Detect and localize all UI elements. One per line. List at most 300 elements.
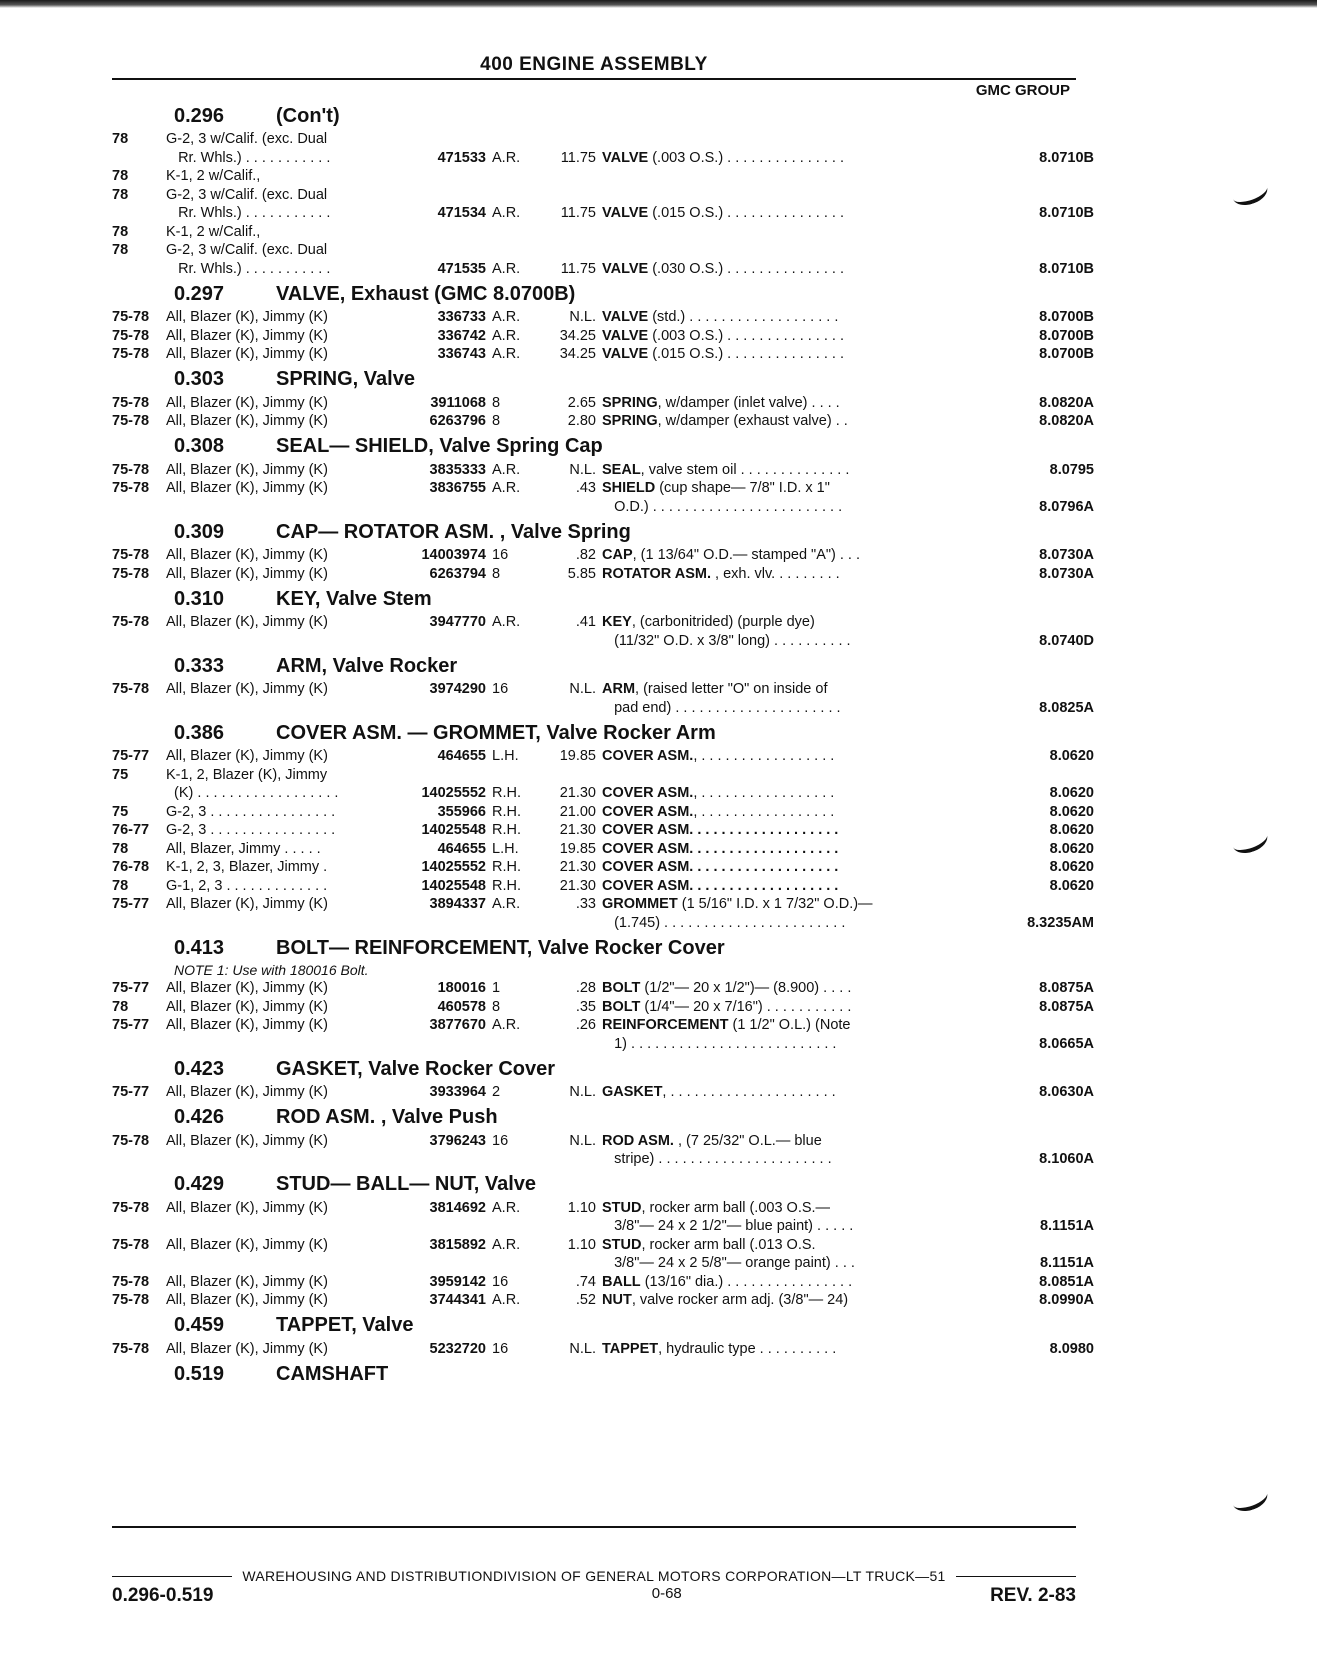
usage: All, Blazer (K), Jimmy (K) [166,413,328,429]
model-years [112,784,166,803]
section-number: 0.309 [174,520,225,543]
gmc-group: 8.0730A [1039,547,1094,563]
usage: K-1, 2 w/Calif., [166,168,261,184]
footer-line [112,1568,1076,1584]
gmc-group: 8.0851A [1039,1273,1094,1290]
model-years: 75 [112,766,129,783]
part-description: COVER ASM. . . . . . . . . . . . . . . . . . . [602,822,839,838]
part-number: 180016 [437,980,486,996]
part-description: COVER ASM., . . . . . . . . . . . . . . . . . [602,748,835,764]
price [536,914,602,933]
section-number: 0.303 [174,368,225,390]
section [112,652,1094,717]
quantity: L.H. [492,748,519,764]
gmc-group: 8.0620 [1049,785,1094,801]
quantity: 16 [492,1273,509,1290]
usage: All, Blazer (K), Jimmy (K) [166,1340,328,1357]
section-number: 0.310 [174,587,225,610]
part-number: 6263794 [429,565,486,582]
quantity: 8 [492,565,501,582]
table-row [112,766,1076,785]
part-description: SPRING, w/damper (inlet valve) . . . . [602,394,840,411]
table-row [112,699,1094,718]
part-number: 3836755 [429,480,486,496]
part-description: 1) . . . . . . . . . . . . . . . . . . . . . . . . . . [602,1035,837,1052]
section [112,1171,1094,1310]
section-title: BOLT— REINFORCEMENT, Valve Rocker Cover [276,936,725,959]
section-title: VALVE, Exhaust (GMC 8.0700B) [276,282,576,305]
gmc-group: 8.0665A [1039,1035,1094,1052]
part-number: 3815892 [429,1236,486,1253]
model-years: 75-78 [112,614,150,630]
gmc-group: 8.0710B [1039,260,1094,277]
table-row [112,308,1094,327]
section-heading [112,1104,1076,1132]
price: 11.75 [560,205,596,221]
section [112,719,1094,932]
part-number: 3814692 [429,1199,486,1216]
part-description: KEY, (carbonitrided) (purple dye) [602,614,815,630]
table-row [112,1236,1076,1255]
footer-publisher: WAREHOUSING AND DISTRIBUTIONDIVISION OF GENERAL MOTORS CORPORATION—LT TRUCK—51 [242,1568,946,1584]
table-row [112,680,1076,699]
quantity: A.R. [492,1292,521,1308]
table-row [112,1083,1094,1102]
price: N.L. [569,309,596,325]
model-years [112,1035,166,1054]
part-description: VALVE (.015 O.S.) . . . . . . . . . . . . . . . [602,205,845,221]
usage: K-1, 2 w/Calif., [166,223,261,240]
quantity: A.R. [492,346,521,362]
section-heading [112,366,1076,394]
quantity [486,914,536,933]
quantity [486,1150,536,1169]
model-years [112,632,166,651]
model-years: 75-78 [112,1340,150,1357]
gmc-group: 8.1151A [1039,1255,1094,1271]
model-years [112,498,166,517]
section-heading [112,934,1076,962]
quantity: A.R. [492,461,521,478]
price: 1.10 [567,1236,596,1253]
section-number: 0.308 [174,435,225,457]
price: 2.80 [567,413,596,429]
quantity: R.H. [492,822,521,838]
gmc-group [998,130,1094,149]
price: 21.30 [559,877,596,894]
section-heading [112,652,1076,680]
section-number: 0.423 [174,1057,225,1080]
quantity: L.H. [492,840,519,857]
model-years: 75-78 [112,1199,150,1216]
section-title: STUD— BALL— NUT, Valve [276,1173,537,1195]
part-number [402,1035,486,1054]
table-row [112,1291,1094,1310]
model-years: 75-78 [112,394,150,411]
part-number [402,1254,486,1273]
section [112,585,1094,650]
gmc-group: 8.0630A [1039,1084,1094,1100]
quantity: R.H. [492,877,521,894]
table-row [112,840,1094,859]
table-row [112,149,1094,168]
section-number: 0.413 [174,936,225,959]
usage: All, Blazer (K), Jimmy (K) [166,998,328,1015]
usage: All, Blazer (K), Jimmy (K) [166,461,328,478]
price [536,632,602,651]
part-number: 355966 [437,803,486,820]
quantity: 1 [492,980,501,996]
model-years: 75-77 [112,980,150,996]
price: 21.30 [559,785,596,801]
gmc-group: 8.0875A [1039,998,1094,1015]
section-heading [112,1055,1076,1083]
gmc-group: 8.0700B [1039,309,1094,325]
table-row [112,1217,1094,1236]
part-number: 336742 [437,327,486,344]
table-row [112,260,1094,279]
quantity: A.R. [492,1199,521,1216]
section-title: SPRING, Valve [276,368,415,390]
model-years: 75-77 [112,896,150,912]
part-description: VALVE (.015 O.S.) . . . . . . . . . . . . . . . [602,346,845,362]
gmc-group: 8.0796A [1039,498,1094,515]
binder-hole-mark [1229,1483,1270,1516]
part-description: 3/8"— 24 x 2 5/8"— orange paint) . . . [602,1255,855,1271]
gmc-group [998,223,1094,242]
catalog-page [112,54,1094,1388]
part-description: BALL (13/16" dia.) . . . . . . . . . . . . . . . . [602,1273,853,1290]
price [536,223,602,242]
usage: All, Blazer (K), Jimmy (K) [166,1273,328,1290]
quantity: A.R. [492,309,521,325]
quantity [486,699,536,718]
part-number [402,1217,486,1236]
quantity [486,766,536,785]
part-description: CAP, (1 13/64" O.D.— stamped "A") . . . [602,547,861,563]
usage: All, Blazer (K), Jimmy (K) [166,1292,328,1308]
gmc-group [998,479,1094,498]
quantity [486,1254,536,1273]
part-number: 3835333 [429,461,486,478]
gmc-group: 8.0620 [1049,877,1094,894]
part-description: TAPPET, hydraulic type . . . . . . . . . . [602,1340,837,1357]
table-row [112,914,1094,933]
part-description [602,223,998,242]
price: .41 [575,614,596,630]
usage: All, Blazer (K), Jimmy (K) [166,346,328,362]
section-heading [112,280,1076,308]
section-heading [112,1360,1076,1388]
part-number: 464655 [437,748,486,764]
gmc-group [998,895,1094,914]
model-years: 75-78 [112,327,150,344]
quantity [486,186,536,205]
gmc-group: 8.0620 [1049,840,1094,857]
part-number: 471534 [437,205,486,221]
quantity: 8 [492,394,501,411]
section [112,1360,1076,1388]
part-description: REINFORCEMENT (1 1/2" O.L.) (Note [602,1017,851,1033]
part-description: ARM, (raised letter "O" on inside of [602,681,828,697]
part-number: 5232720 [429,1340,486,1357]
gmc-group: 8.0875A [1039,980,1094,996]
table-row [112,1199,1076,1218]
part-number: 336733 [437,309,486,325]
price: .74 [575,1273,596,1290]
part-number: 14025548 [421,822,486,838]
part-description: COVER ASM. . . . . . . . . . . . . . . . . . . [602,877,839,894]
section [112,1312,1094,1359]
quantity: A.R. [492,614,521,630]
part-description: ROD ASM. , (7 25/32" O.L.— blue [602,1132,822,1149]
price [536,1035,602,1054]
gmc-group: 8.0730A [1039,565,1094,582]
quantity: A.R. [492,260,521,277]
part-description: VALVE (.003 O.S.) . . . . . . . . . . . . . . . [602,149,845,166]
section [112,518,1094,583]
table-row [112,979,1094,998]
model-years: 75-78 [112,309,150,325]
gmc-group [998,613,1094,632]
usage [166,632,402,651]
usage [166,914,402,933]
section-title: TAPPET, Valve [276,1314,414,1336]
price: N.L. [569,681,596,697]
quantity: 16 [492,547,509,563]
model-years: 75-78 [112,1292,150,1308]
price: .82 [575,547,596,563]
part-description: 3/8"— 24 x 2 1/2"— blue paint) . . . . . [602,1218,854,1234]
quantity: A.R. [492,1236,521,1253]
price: .43 [575,480,596,496]
usage: All, Blazer (K), Jimmy (K) [166,1236,328,1253]
usage: All, Blazer (K), Jimmy (K) [166,394,328,411]
part-number [402,699,486,718]
gmc-group: 8.0700B [1039,346,1094,362]
part-number: 3933964 [429,1084,486,1100]
price: 34.25 [559,346,596,362]
table-row [112,1254,1094,1273]
gmc-group: 8.0710B [1039,205,1094,221]
section-title: CAMSHAFT [276,1362,389,1385]
quantity: A.R. [492,149,521,166]
usage: All, Blazer (K), Jimmy (K) [166,1199,328,1216]
part-description: (1.745) . . . . . . . . . . . . . . . . . . . . . . . [602,914,846,931]
price: .26 [575,1017,596,1033]
gmc-group: 8.0620 [1049,822,1094,838]
gmc-group: 8.0700B [1039,327,1094,344]
model-years: 78 [112,223,129,240]
section-number: 0.333 [174,654,225,677]
quantity: R.H. [492,785,521,801]
quantity: 16 [492,1132,509,1149]
usage [166,1035,402,1054]
model-years: 75-78 [112,1273,150,1290]
quantity: A.R. [492,205,521,221]
usage: All, Blazer (K), Jimmy (K) [166,896,328,912]
usage: All, Blazer (K), Jimmy (K) [166,681,328,697]
gmc-group: 8.0740D [1039,632,1094,649]
table-row [112,186,1076,205]
part-number [402,167,486,186]
gmc-group [998,1132,1094,1151]
usage: All, Blazer, Jimmy . . . . . [166,840,321,857]
part-description: STUD, rocker arm ball (.013 O.S. [602,1236,816,1253]
section [112,280,1094,364]
quantity [486,1035,536,1054]
part-number: 3894337 [429,896,486,912]
quantity [486,130,536,149]
model-years: 78 [112,877,129,894]
table-row [112,747,1094,766]
usage: All, Blazer (K), Jimmy (K) [166,1017,328,1033]
part-number: 471533 [437,149,486,166]
part-number [402,130,486,149]
table-row [112,1150,1094,1169]
model-years: 75-78 [112,681,150,697]
usage: G-1, 2, 3 . . . . . . . . . . . . . [166,877,328,894]
table-row [112,784,1094,803]
section-number: 0.426 [174,1106,225,1128]
table-row [112,223,1076,242]
gmc-group [998,1236,1094,1255]
gmc-group [998,241,1094,260]
part-description: SHIELD (cup shape— 7/8" I.D. x 1" [602,480,830,496]
usage [166,498,402,517]
model-years: 75-78 [112,461,150,478]
price: 2.65 [567,394,596,411]
usage: K-1, 2, Blazer (K), Jimmy [166,766,328,783]
price: N.L. [569,461,596,478]
part-description: SPRING, w/damper (exhaust valve) . . [602,413,848,429]
scan-edge-bar [0,0,1317,8]
part-number: 3796243 [429,1132,486,1149]
section-title: (Con't) [276,104,340,127]
table-row [112,1340,1094,1359]
part-description: VALVE (.003 O.S.) . . . . . . . . . . . . . . . [602,327,845,344]
price [536,1150,602,1169]
quantity: 2 [492,1084,501,1100]
part-description [602,766,998,785]
part-number [402,914,486,933]
usage: G-2, 3 . . . . . . . . . . . . . . . . [166,822,336,838]
model-years: 75-78 [112,480,150,496]
usage: All, Blazer (K), Jimmy (K) [166,480,328,496]
price: 19.85 [559,840,596,857]
title-rule [112,78,1076,80]
usage: Rr. Whls.) . . . . . . . . . . . [166,260,331,277]
part-number [402,241,486,260]
table-row [112,461,1094,480]
quantity: R.H. [492,859,521,875]
price [536,130,602,149]
section-note: NOTE 1: Use with 180016 Bolt. [174,962,369,978]
footer-range: 0.296-0.519 [112,1585,214,1606]
footer-bottom [112,1585,1076,1607]
part-number [402,766,486,785]
quantity: A.R. [492,896,521,912]
part-description: pad end) . . . . . . . . . . . . . . . . . . . . . [602,699,841,716]
usage [166,1150,402,1169]
part-number: 3911068 [430,394,486,411]
price: .52 [575,1292,596,1308]
price: 5.85 [567,565,596,582]
usage: Rr. Whls.) . . . . . . . . . . . [166,205,331,221]
usage: All, Blazer (K), Jimmy (K) [166,748,328,764]
section-title: COVER ASM. — GROMMET, Valve Rocker Arm [276,721,716,744]
section-title: SEAL— SHIELD, Valve Spring Cap [276,435,603,457]
table-row [112,345,1094,364]
section-title: ROD ASM. , Valve Push [276,1106,498,1128]
part-description: STUD, rocker arm ball (.003 O.S.— [602,1199,831,1216]
section-heading [112,102,1076,130]
price: 21.30 [559,859,596,875]
gmc-group [998,186,1094,205]
gmc-group [998,766,1094,785]
section-title: ARM, Valve Rocker [276,654,458,677]
usage: Rr. Whls.) . . . . . . . . . . . [166,149,331,166]
section-title: KEY, Valve Stem [276,587,432,610]
gmc-group [998,680,1094,699]
model-years: 75 [112,803,129,820]
table-row [112,130,1076,149]
table-row [112,1016,1076,1035]
section-heading [112,1312,1076,1340]
quantity: 16 [492,1340,509,1357]
parts-list [112,102,1094,1388]
usage: All, Blazer (K), Jimmy (K) [166,565,328,582]
part-number [402,186,486,205]
quantity: R.H. [492,803,521,820]
price: .28 [575,980,596,996]
price [536,766,602,785]
model-years: 75-78 [112,565,150,582]
price [536,241,602,260]
part-number: 460578 [437,998,486,1015]
price [536,1217,602,1236]
table-row [112,1273,1094,1292]
table-row [112,877,1094,896]
table-row [112,412,1094,431]
section [112,1104,1094,1169]
quantity [486,1217,536,1236]
table-row [112,204,1094,223]
price: N.L. [569,1084,596,1100]
table-row [112,565,1094,584]
part-number: 14003974 [421,547,486,563]
model-years: 78 [112,186,129,203]
part-description: ROTATOR ASM. , exh. vlv. . . . . . . . . [602,565,840,582]
quantity [486,632,536,651]
section-number: 0.297 [174,282,225,305]
quantity: A.R. [492,480,521,496]
part-description: COVER ASM., . . . . . . . . . . . . . . . . . [602,803,835,820]
part-description [602,130,998,149]
section [112,934,1094,1053]
price: N.L. [569,1132,596,1149]
price: 11.75 [560,149,596,166]
binder-hole-mark [1229,825,1270,858]
quantity [486,241,536,260]
quantity: A.R. [492,1017,521,1033]
usage: (K) . . . . . . . . . . . . . . . . . . [166,785,339,801]
section-heading [112,433,1076,461]
gmc-group: 8.0990A [1039,1292,1094,1308]
gmc-group: 8.0825A [1039,699,1094,716]
gmc-group [998,1199,1094,1218]
gmc-group: 8.0820A [1039,394,1094,411]
